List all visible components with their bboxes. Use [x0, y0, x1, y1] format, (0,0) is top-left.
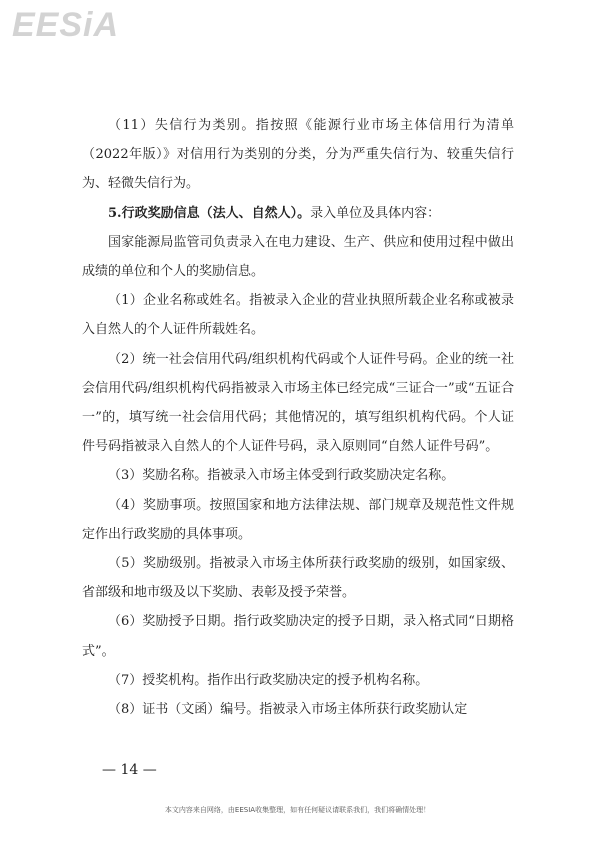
paragraph: （5）奖励级别。指被录入市场主体所获行政奖励的级别，如国家级、省部级和地市级及以下奖励、表彰及授予荣誉。	[82, 556, 514, 601]
section-heading-tail: 录入单位及具体内容：	[310, 205, 441, 221]
section-heading-paragraph	[82, 199, 514, 228]
paragraph: （7）授奖机构。指作出行政奖励决定的授予机构名称。	[108, 672, 429, 688]
paragraph: （6）奖励授予日期。指行政奖励决定的授予日期，录入格式同“日期格式”。	[82, 614, 514, 659]
paragraph: （3）奖励名称。指被录入市场主体受到行政奖励决定名称。	[108, 468, 455, 484]
paragraph: （4）奖励事项。按照国家和地方法律法规、部门规章及规范性文件规定作出行政奖励的具体事项。	[82, 497, 514, 542]
section-heading: 5.行政奖励信息（法人、自然人）。	[108, 205, 311, 221]
paragraph: （1）企业名称或姓名。指被录入企业的营业执照所载企业名称或被录入自然人的个人证件所载姓名。	[82, 293, 514, 338]
body-text	[82, 111, 514, 724]
paragraph: 国家能源局监管司负责录入在电力建设、生产、供应和使用过程中做出成绩的单位和个人的奖励信息。	[82, 234, 514, 280]
paragraph: （2）统一社会信用代码/组织机构代码或个人证件号码。企业的统一社会信用代码/组织机构代码指被录入市场主体已经完成“三证合一”或“五证合一”的，填写统一社会信用代码；其他情况的，填写组织机构代码。个人证件号码指被录入自然人的个人证件号码，录入原则同“自然人证件号码”。	[82, 351, 514, 455]
footer-note: 本文内容来自网络，由EESIA收集整理，如有任何疑议请联系我们，我们将确情处理！	[164, 806, 431, 814]
paragraph: （11）失信行为类别。指按照《能源行业市场主体信用行为清单（2022年版）》对信用行为类别的分类，分为严重失信行为、较重失信行为、轻微失信行为。	[82, 118, 514, 192]
paragraph: （8）证书（文函）编号。指被录入市场主体所获行政奖励认定	[108, 702, 468, 718]
page-number: — 14 —	[102, 762, 157, 778]
eesia-logo: EESiA	[12, 6, 120, 44]
